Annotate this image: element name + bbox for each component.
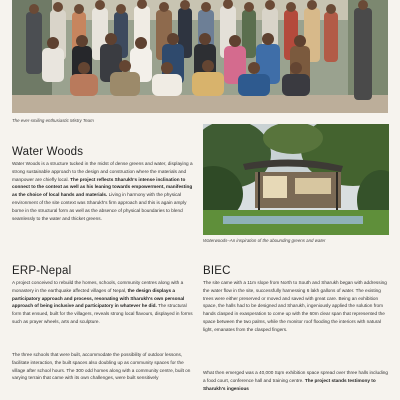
water-woods-photo-caption: Waterwoods–An inspiration of the abounding greens and water — [203, 238, 326, 243]
biec-text-1: What then emerged was a 40,000 Sqm exhibition space spread over three halls including a food court, conference hall and training centre. — [203, 370, 389, 383]
water-woods-paragraph — [12, 160, 195, 222]
water-woods-photo-image — [203, 124, 389, 235]
erp-nepal-bold-text: the design displays a participatory approach and process, resonating with Sharukh's own personal approach of being inclusive and participatory in whatever he did. — [12, 287, 185, 309]
erp-nepal-text-2: The structural form that ensued, built for the villagers, reveals strong local flavours, displayed in forms such as prayer wheels, arts and sculpture. — [12, 303, 193, 324]
biec-heading: BIEC — [203, 265, 231, 277]
biec-paragraph-2 — [203, 369, 389, 392]
water-woods-heading: Water Woods — [12, 146, 84, 158]
team-photo-caption: The ever-smiling enthusiastic Mistry Team — [12, 118, 94, 123]
erp-nepal-heading: ERP-Nepal — [12, 265, 72, 277]
water-woods-photo — [203, 124, 389, 235]
team-photo-image — [12, 0, 388, 113]
erp-nepal-paragraph-2: The three schools that were built, accommodate the possibility of outdoor lessons, facilitate interaction, the built spaces also doubling up as community spaces for the village after school hours. The 300 odd homes along with a community centre, built on varying terrain that came with its own challenges, were built sensitively — [12, 352, 191, 381]
erp-nepal-text-1: A project conceived to rebuild the homes, schools, community centres along with a monastery in the earthquake affected villages of Nepal, — [12, 280, 184, 293]
water-woods-text-2: Living in harmony with the physical environment of the site context was Sharukh's firm approach and this is again amply borne in the structural form as well as the absence of physical boundaries to blend seamlessly to the water and thicket greens. — [12, 192, 187, 221]
water-woods-text-1: Water Woods is a structure tucked in the midst of dense greens and water, displaying a strong sustainable approach to the design and construction where the materials and manpower are chiefly local. — [12, 161, 193, 182]
water-woods-bold-text: The project reflects Sharukh's intense inclination to connect to the context as well as his leaning towards empowerment, manifesting as the choice of local hands and materials. — [12, 176, 193, 198]
team-photo — [12, 0, 388, 113]
biec-bold-text: The project stands testimony to Sharukh's ingenious — [203, 377, 376, 391]
biec-paragraph-1: The site came with a 11m slope from North to South and Sharukh began with addressing the water flow in the site, successfully harnessing 6 lakh gallons of water. The existing trees were either preserved or moved and saved with great care. Being an exhibition space, the halls had to be designed and Sharukh, ingeniously applied the solution from hands clasped in exasperation to come up with the 60m clear span that represented the space between the two palms, while the monitor roof flooding the interiors with natural light, emanates from the clasped fingers. — [203, 280, 387, 332]
erp-nepal-paragraph-1 — [12, 279, 195, 326]
